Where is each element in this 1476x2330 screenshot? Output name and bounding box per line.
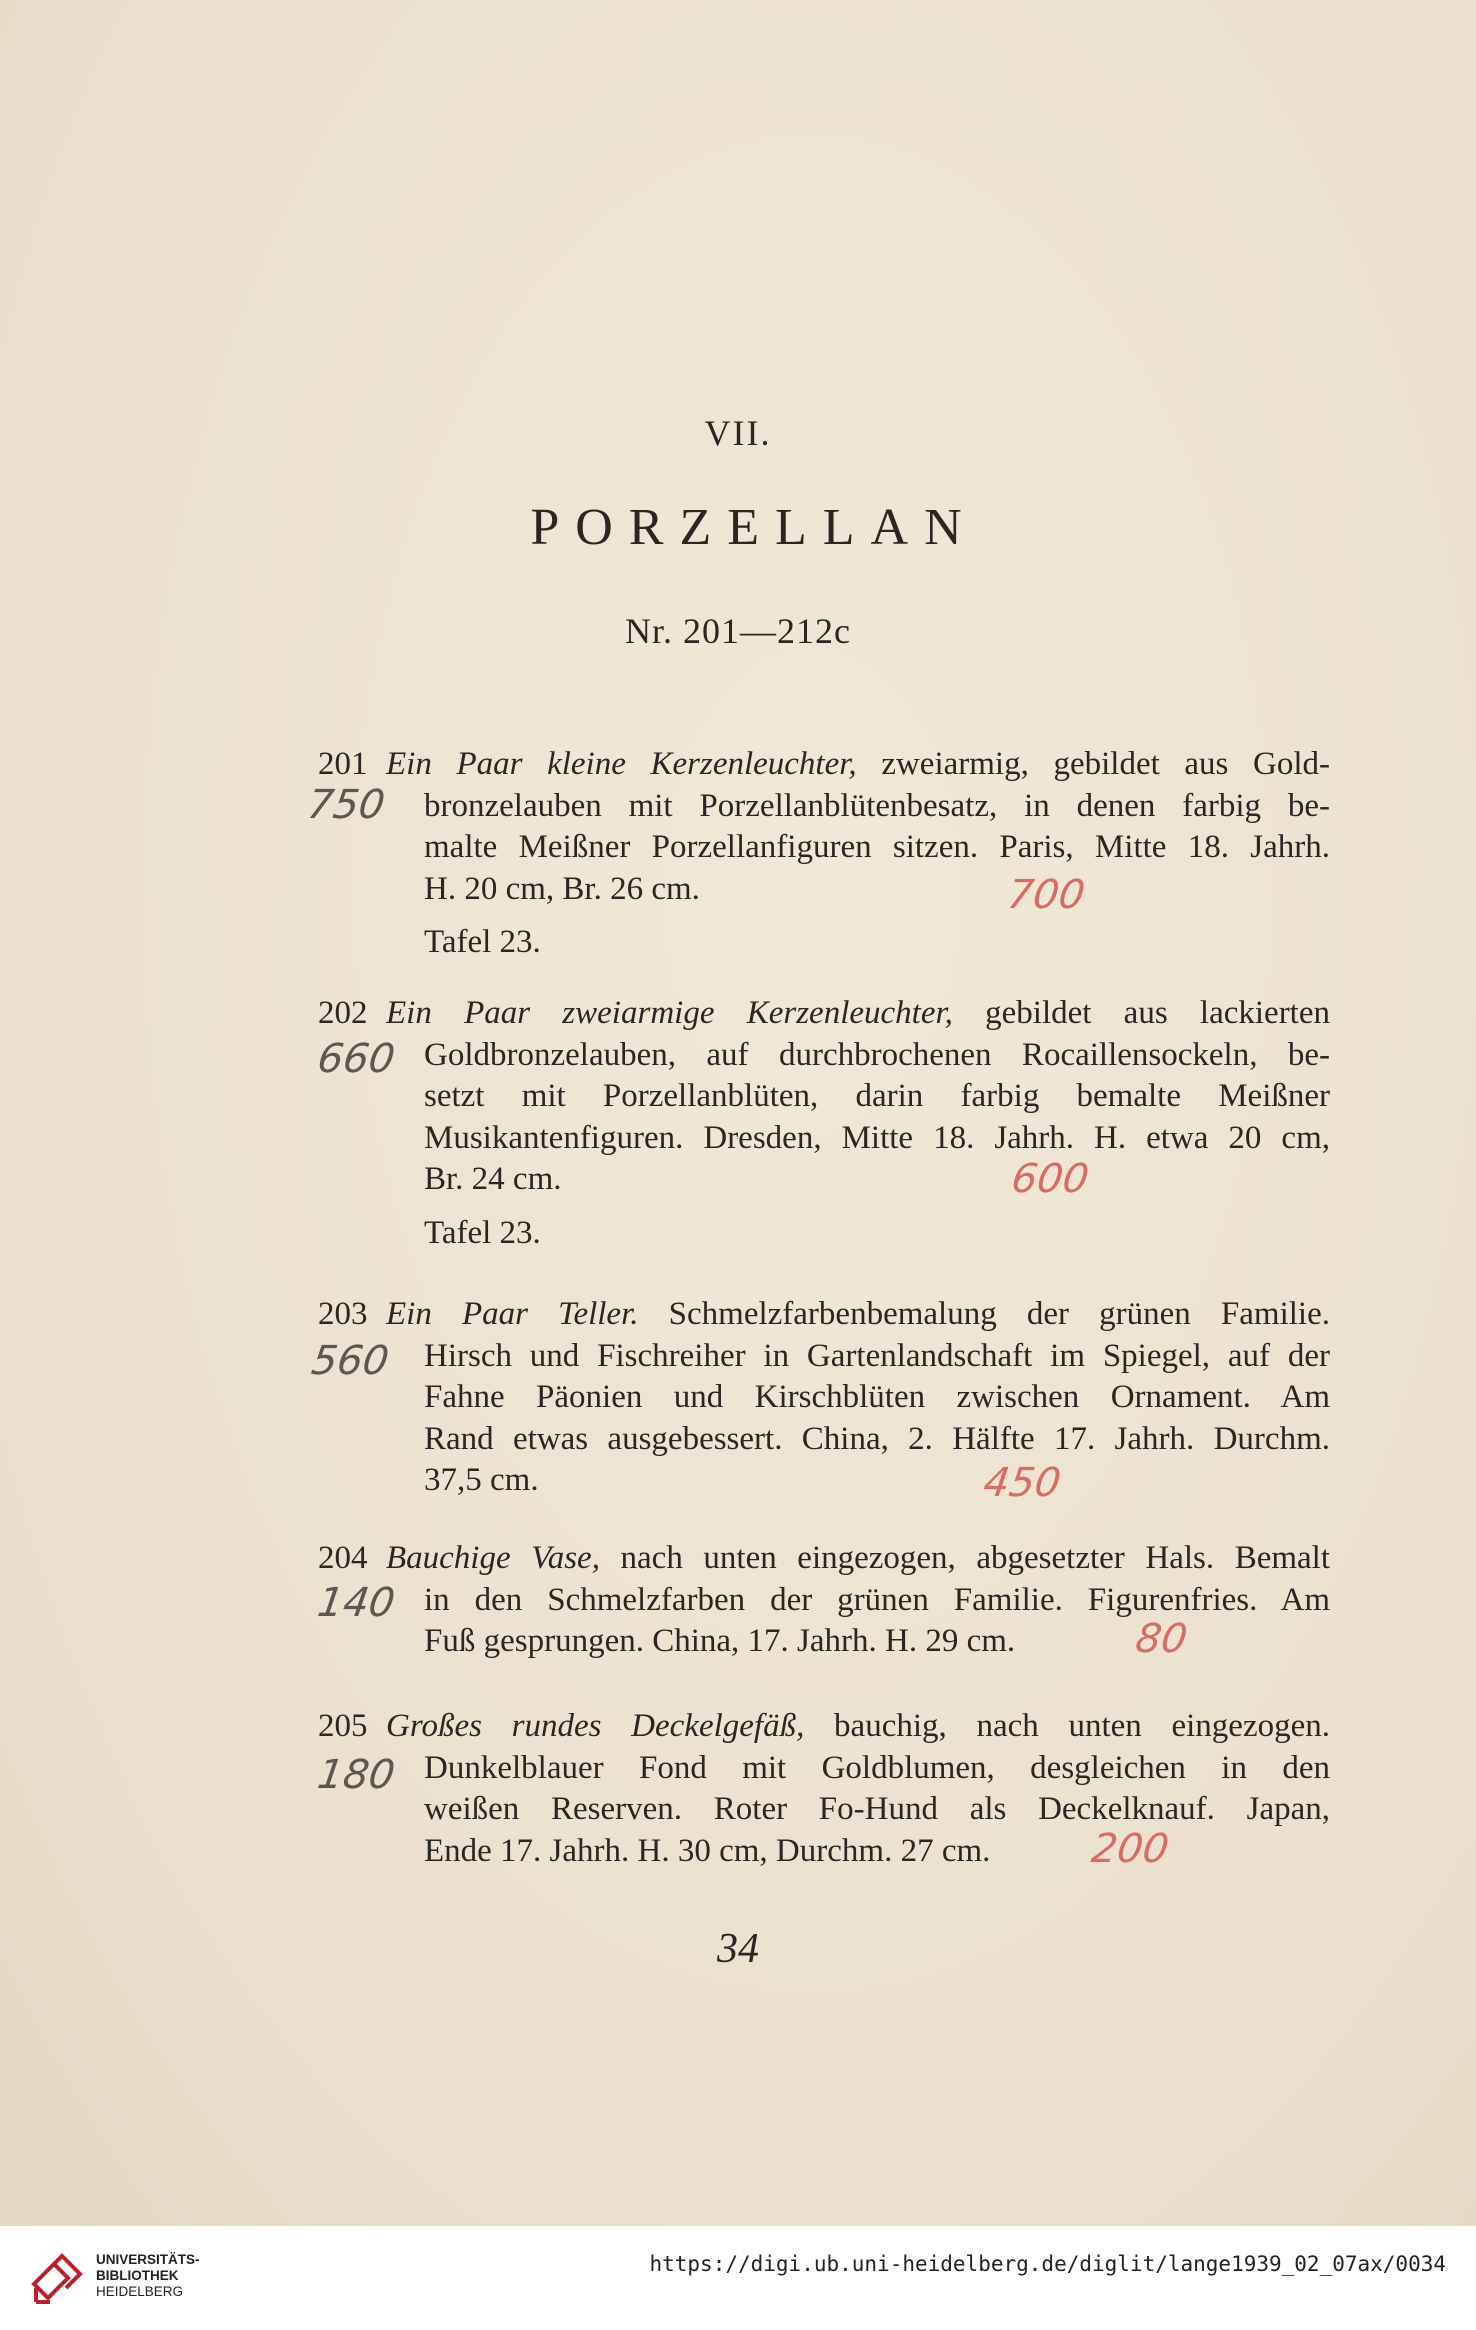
red-price-note: 80 (1132, 1616, 1191, 1662)
entry-text: nach unten eingezogen, abgesetzter Hals. Bemalt (599, 1540, 1331, 1576)
pencil-price-note: 180 (314, 1752, 398, 1798)
red-price-note: 450 (980, 1460, 1064, 1506)
entry-line (318, 1538, 1330, 1580)
entry-line: Fahne Päonien und Kirschblüten zwischen Ornament. Am (424, 1379, 1330, 1415)
library-logo-icon (28, 2244, 90, 2306)
footer-bar (0, 2226, 1476, 2330)
page-number: 34 (717, 1926, 759, 1972)
pencil-price-note: 660 (314, 1036, 398, 1082)
lot-number: 202 (318, 995, 368, 1031)
entry-line: Dunkelblauer Fond mit Goldblumen, desgleichen in den (424, 1749, 1330, 1786)
entry-text: gebildet aus lackierten (952, 995, 1330, 1031)
entry-line: bronzelauben mit Porzellanblütenbesatz, in denen farbig be- (424, 787, 1330, 824)
lot-title: Ein Paar Teller. (386, 1296, 639, 1332)
lot-number: 203 (318, 1296, 368, 1332)
entry-line (318, 1706, 1330, 1748)
entry-text: Schmelzfarbenbemalung der grünen Familie. (638, 1296, 1330, 1332)
pencil-price-note: 750 (304, 782, 388, 828)
lot-number: 201 (318, 746, 368, 782)
lot-title: Ein Paar kleine Kerzenleuchter, (386, 746, 857, 782)
entry-line (318, 744, 1330, 786)
catalog-entry-201 (318, 744, 1330, 964)
entry-line: Ende 17. Jahrh. H. 30 cm, Durchm. 27 cm. (424, 1832, 991, 1869)
catalog-entry-205 (318, 1706, 1330, 1872)
entry-line: Hirsch und Fischreiher in Gartenlandschaft im Spiegel, auf der (424, 1337, 1330, 1374)
library-name-line: HEIDELBERG (96, 2284, 184, 2299)
red-price-note: 700 (1004, 872, 1088, 918)
entry-line (318, 993, 1330, 1035)
red-price-note: 600 (1008, 1156, 1092, 1202)
pencil-price-note: 140 (314, 1580, 398, 1626)
plate-reference: Tafel 23. (424, 924, 541, 960)
library-name-line: UNIVERSITÄTS- (96, 2252, 200, 2267)
chapter-title: PORZELLAN (530, 499, 978, 556)
entry-line: 37,5 cm. (424, 1462, 539, 1498)
entry-line: setzt mit Porzellanblüten, darin farbig bemalte Meißner (424, 1078, 1330, 1114)
lot-title: Ein Paar zweiarmige Kerzenleuchter, (386, 995, 953, 1031)
entry-line: Br. 24 cm. (424, 1161, 562, 1197)
entry-line: Musikantenfiguren. Dresden, Mitte 18. Jahrh. H. etwa 20 cm, (424, 1119, 1330, 1156)
entry-line: malte Meißner Porzellanfiguren sitzen. Paris, Mitte 18. Jahrh. (424, 829, 1330, 865)
lot-title: Bauchige Vase, (386, 1540, 600, 1576)
entry-line: Goldbronzelauben, auf durchbrochenen Rocaillensockeln, be- (424, 1036, 1330, 1073)
red-price-note: 200 (1088, 1826, 1172, 1872)
entry-text: zweiarmig, gebildet aus Gold- (856, 746, 1330, 782)
entry-line: H. 20 cm, Br. 26 cm. (424, 870, 700, 907)
lot-range: Nr. 201—212c (625, 611, 851, 651)
library-name (96, 2252, 200, 2300)
lot-number: 205 (318, 1708, 368, 1744)
entry-line: Fuß gesprungen. China, 17. Jahrh. H. 29 cm. (424, 1623, 1016, 1659)
pencil-price-note: 560 (308, 1338, 392, 1384)
lot-title: Großes rundes Deckelgefäß, (386, 1708, 805, 1744)
library-name-line: BIBLIOTHEK (96, 2268, 179, 2283)
catalog-entry-203 (318, 1294, 1330, 1502)
entry-line: weißen Reserven. Roter Fo-Hund als Deckelknauf. Japan, (424, 1791, 1330, 1827)
catalog-entry-202 (318, 993, 1330, 1254)
chapter-number: VII. (704, 413, 772, 453)
plate-reference: Tafel 23. (424, 1214, 541, 1251)
source-url-link[interactable]: https://digi.ub.uni-heidelberg.de/diglit/lange1939_02_07ax/0034 (649, 2252, 1446, 2276)
entry-line: Rand etwas ausgebessert. China, 2. Hälfte 17. Jahrh. Durchm. (424, 1420, 1330, 1457)
lot-number: 204 (318, 1540, 368, 1576)
entry-line: in den Schmelzfarben der grünen Familie. Figurenfries. Am (424, 1581, 1330, 1618)
entry-text: bauchig, nach unten eingezogen. (804, 1708, 1330, 1744)
entry-line (318, 1294, 1330, 1336)
